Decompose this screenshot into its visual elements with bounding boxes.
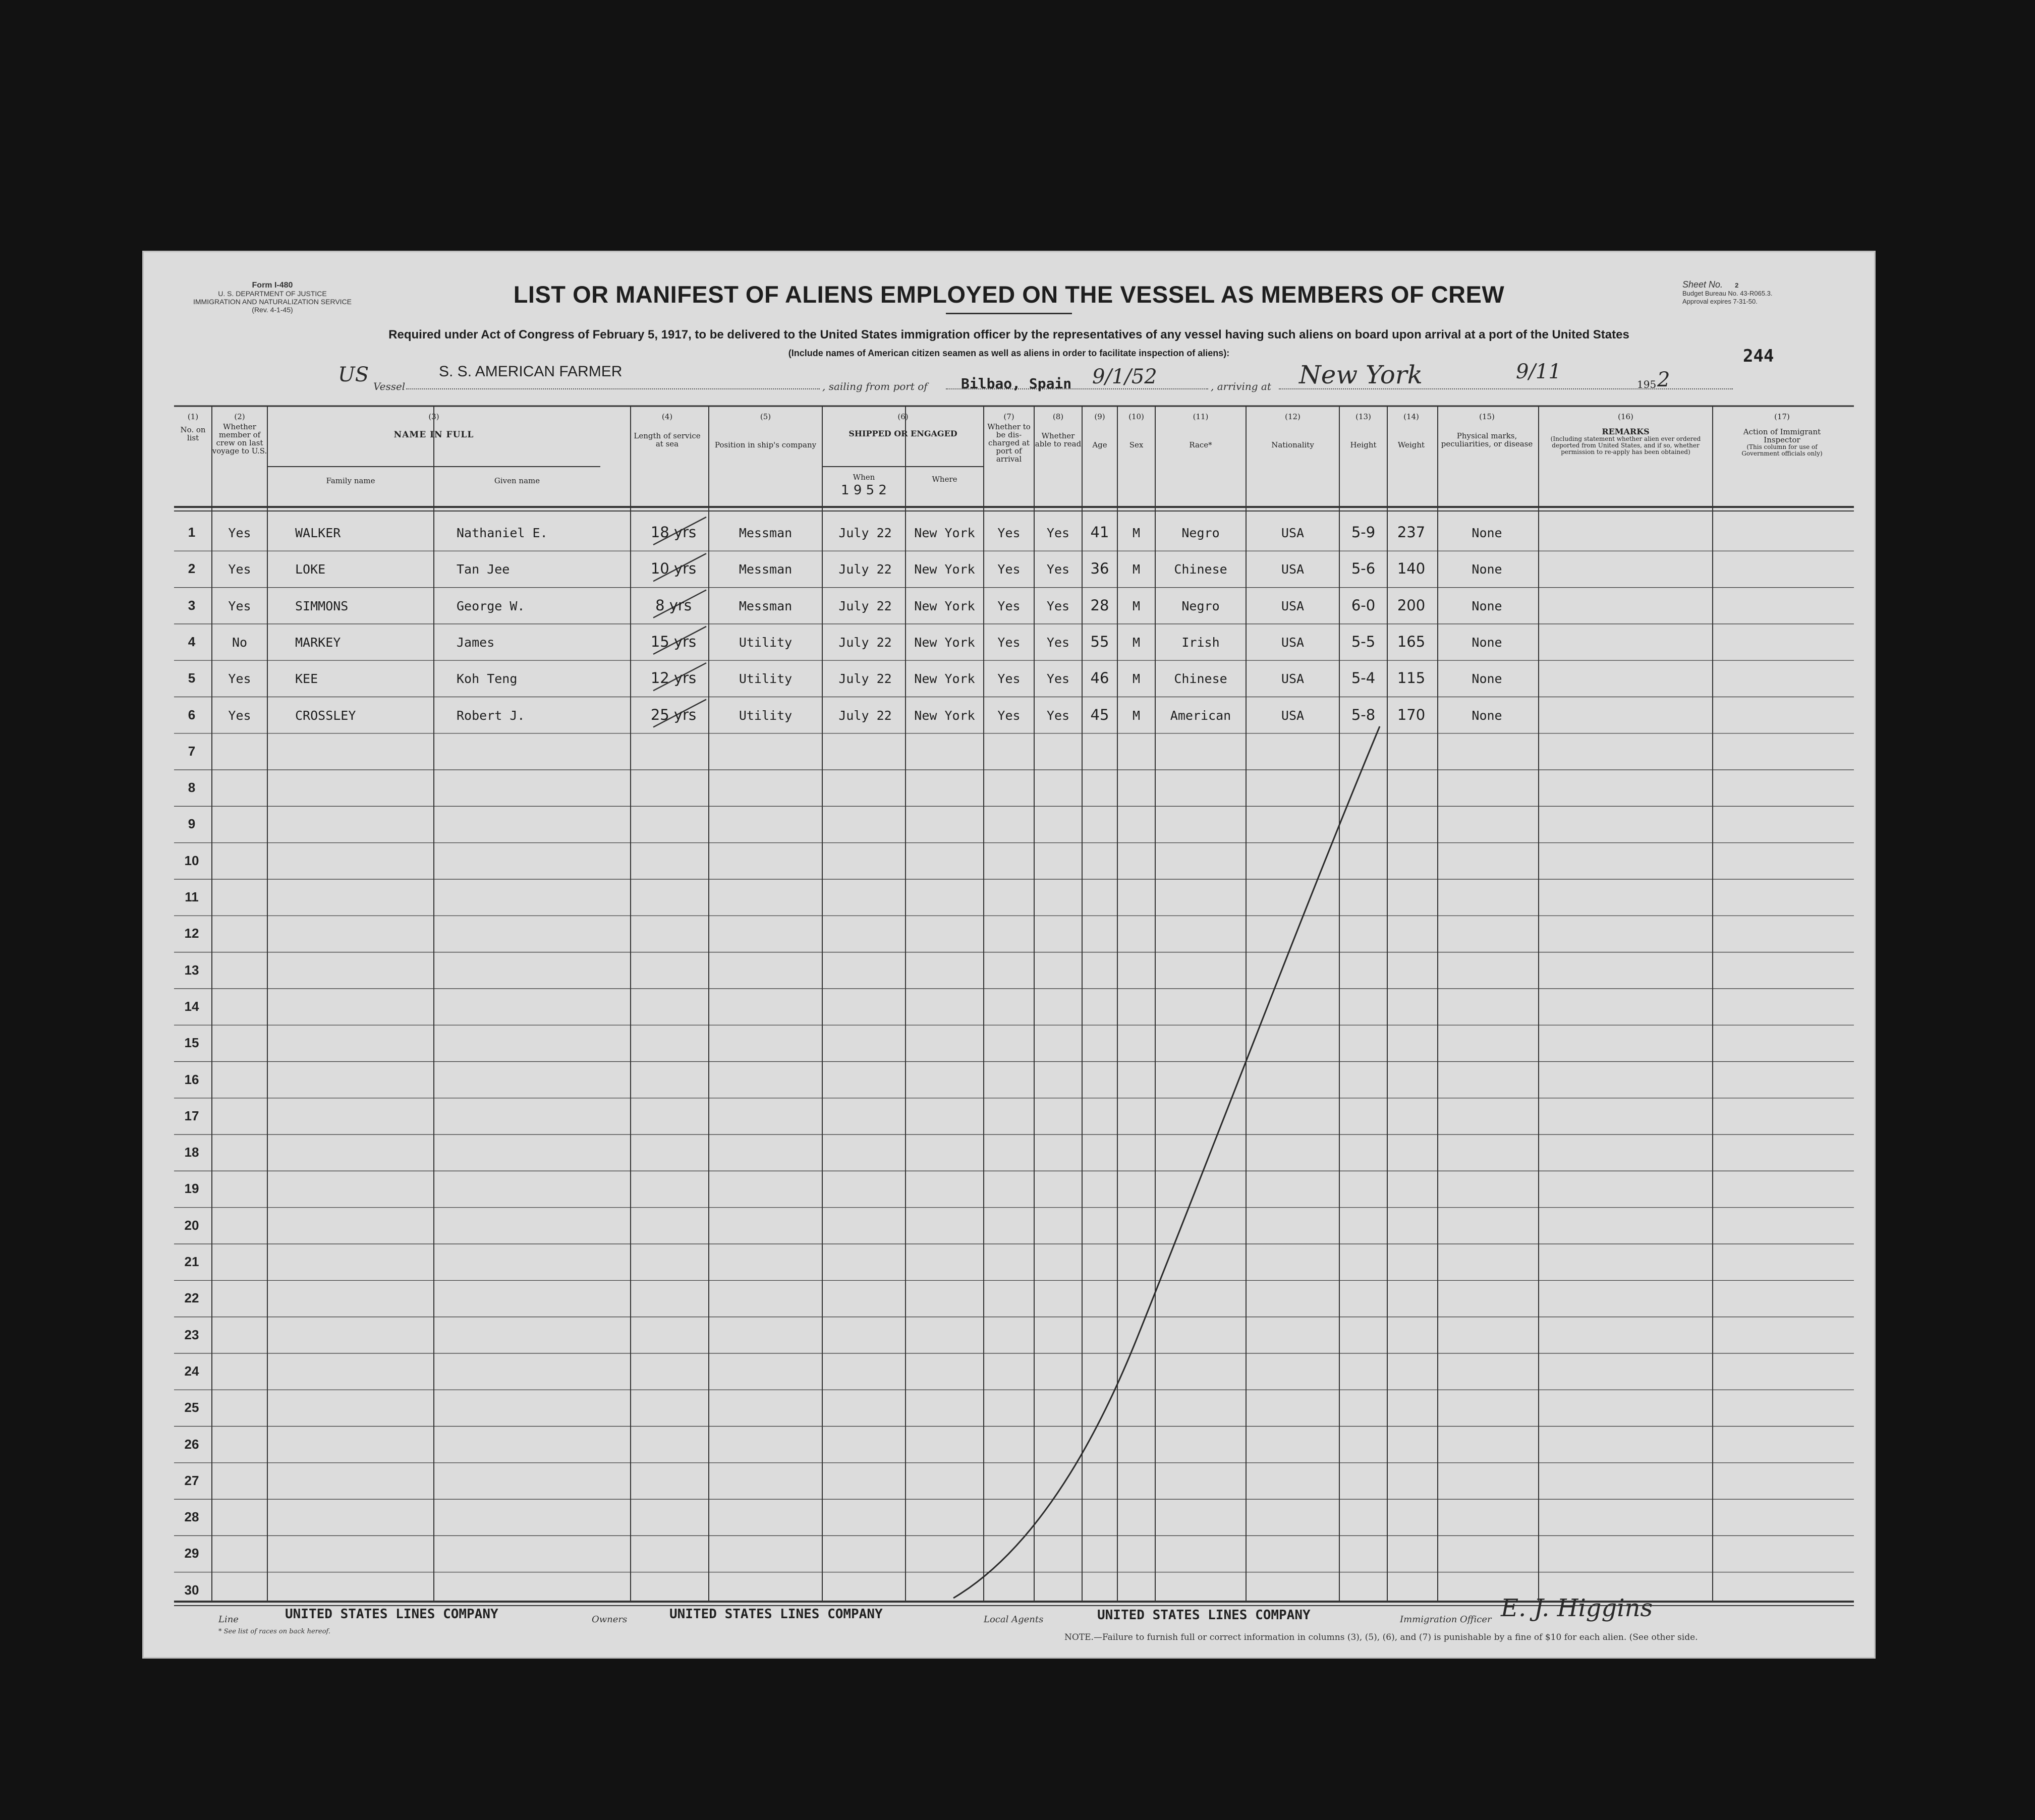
vessel-prefix-handwritten: US: [338, 363, 369, 386]
cell-shipped-where: New York: [914, 526, 975, 540]
col12-label: Nationality: [1271, 440, 1314, 449]
cell-sex: M: [1132, 526, 1141, 540]
col4-header: [631, 413, 704, 448]
col2-label: Whether member of crew on last voyage to U.S.: [212, 422, 267, 456]
col16-label: REMARKS: [1602, 427, 1650, 436]
cell-race: Negro: [1181, 526, 1220, 540]
cell-nationality: USA: [1281, 635, 1305, 650]
sheet-label: Sheet No.: [1682, 279, 1723, 290]
cell-weight: 115: [1397, 669, 1426, 687]
row-number: 16: [184, 1071, 199, 1087]
col6-header: [822, 413, 984, 438]
row-number: 10: [184, 852, 199, 868]
row-number: 14: [184, 998, 199, 1014]
col17-num: (17): [1774, 412, 1790, 421]
vessel-label: Vessel: [373, 380, 406, 392]
page-number: 244: [1743, 346, 1774, 366]
cell-nationality: USA: [1281, 708, 1305, 723]
cell-family-name: MARKEY: [295, 635, 341, 650]
col1-num: (1): [187, 412, 199, 421]
footer-owners-value: UNITED STATES LINES COMPANY: [669, 1607, 883, 1622]
cell-sex: M: [1132, 598, 1141, 613]
cell-age: 55: [1090, 633, 1109, 650]
col3-header: [267, 413, 600, 439]
cell-age: 46: [1090, 669, 1109, 687]
page-subtitle: Required under Act of Congress of February 5, 1917, to be delivered to the United States immigration officer by the representatives of any vessel having such aliens on board upon arrival at a port of the United States: [388, 328, 1629, 342]
col16-sublabel: (Including statement whether alien ever ordered deported from United States, and if so, whether permission to re-apply has been obtained): [1550, 435, 1701, 456]
col3-label: NAME IN FULL: [393, 430, 474, 440]
col13-num: (13): [1355, 412, 1371, 421]
col13-header: [1339, 413, 1387, 449]
col8-num: (8): [1052, 412, 1064, 421]
service-name: IMMIGRATION AND NATURALIZATION SERVICE: [193, 298, 352, 306]
approval-expiry: Approval expires 7-31-50.: [1682, 298, 1758, 305]
cell-length-of-service: 12 yrs: [650, 669, 697, 687]
row-number: 4: [188, 634, 196, 649]
cell-sex: M: [1132, 562, 1141, 577]
col6-where-header: Where: [932, 475, 957, 484]
col5-header: [709, 413, 822, 449]
cell-position: Messman: [739, 526, 793, 540]
year-printed: 195: [1637, 378, 1657, 390]
budget-number: Budget Bureau No. 43-R065.3.: [1682, 290, 1773, 297]
row-number: 26: [184, 1436, 199, 1452]
cell-last-voyage: Yes: [228, 526, 251, 540]
cell-nationality: USA: [1281, 526, 1305, 540]
col12-header: [1246, 413, 1339, 449]
cell-able-to-read: Yes: [1046, 526, 1070, 540]
col13-label: Height: [1350, 440, 1377, 449]
cell-family-name: CROSSLEY: [295, 708, 356, 723]
cell-last-voyage: Yes: [228, 671, 251, 687]
row-number: 29: [184, 1546, 199, 1561]
col6-when-header: When: [853, 473, 875, 482]
races-footnote: * See list of races on back hereof.: [218, 1628, 330, 1635]
cell-position: Messman: [739, 598, 793, 613]
col10-num: (10): [1128, 412, 1144, 421]
col9-header: [1082, 413, 1117, 449]
col7-num: (7): [1003, 412, 1014, 421]
col6-num: (6): [897, 412, 909, 421]
cell-given-name: Koh Teng: [457, 671, 518, 687]
cell-discharged: Yes: [997, 708, 1021, 723]
arriving-port-handwritten: New York: [1299, 360, 1423, 389]
cell-able-to-read: Yes: [1046, 562, 1070, 577]
col6-year-handwritten: 1 9 5 2: [841, 483, 887, 498]
col4-num: (4): [661, 412, 673, 421]
cell-height: 5-5: [1351, 633, 1376, 650]
row-number: 15: [184, 1035, 199, 1051]
cell-able-to-read: Yes: [1046, 708, 1070, 723]
footer-owners-label: Owners: [592, 1614, 628, 1625]
department-name: U. S. DEPARTMENT OF JUSTICE: [218, 290, 327, 298]
row-number: 3: [188, 597, 196, 613]
cell-discharged: Yes: [997, 562, 1021, 577]
cell-shipped-when: July 22: [838, 671, 892, 687]
col1-header: [174, 413, 212, 442]
row-number: 7: [188, 743, 196, 759]
col16-num: (16): [1618, 412, 1633, 421]
col16-header: [1539, 413, 1713, 456]
col14-header: [1387, 413, 1435, 449]
row-number: 28: [184, 1509, 199, 1525]
cell-shipped-where: New York: [914, 635, 975, 650]
cell-height: 5-8: [1351, 706, 1376, 723]
row-number: 30: [184, 1582, 199, 1598]
cell-position: Utility: [739, 635, 793, 650]
col8-label: Whether able to read: [1035, 431, 1082, 448]
cell-nationality: USA: [1281, 671, 1305, 687]
col7-header: [984, 413, 1034, 463]
cell-last-voyage: Yes: [228, 598, 251, 613]
cell-able-to-read: Yes: [1046, 598, 1070, 613]
sheet-number: 2: [1735, 281, 1739, 289]
row-number: 9: [188, 816, 196, 832]
footer-line-value: UNITED STATES LINES COMPANY: [285, 1607, 498, 1622]
col2-num: (2): [234, 412, 245, 421]
cell-weight: 165: [1397, 633, 1426, 650]
cell-height: 5-6: [1351, 560, 1376, 578]
cell-family-name: SIMMONS: [295, 598, 349, 613]
page-subtitle-note: (Include names of American citizen seamen as well as aliens in order to facilitate inspection of aliens):: [788, 348, 1230, 358]
col3-family-header: Family name: [326, 476, 375, 485]
row-number: 5: [188, 670, 196, 686]
row-number: 18: [184, 1145, 199, 1160]
row-number: 2: [188, 561, 196, 577]
cell-physical-marks: None: [1472, 635, 1502, 650]
cell-weight: 140: [1397, 560, 1426, 578]
row-number: 13: [184, 962, 199, 978]
sailing-date-handwritten: 9/1/52: [1092, 365, 1157, 388]
cell-last-voyage: Yes: [228, 708, 251, 723]
cell-shipped-where: New York: [914, 671, 975, 687]
cell-able-to-read: Yes: [1046, 635, 1070, 650]
manifest-sheet: [144, 252, 1874, 1657]
cell-nationality: USA: [1281, 562, 1305, 577]
cell-position: Utility: [739, 671, 793, 687]
row-number: 17: [184, 1108, 199, 1123]
footer-officer-label: Immigration Officer: [1400, 1614, 1492, 1625]
year-handwritten: 2: [1657, 368, 1670, 391]
footer-line-label: Line: [218, 1614, 239, 1625]
cell-family-name: LOKE: [295, 562, 326, 577]
form-revision: (Rev. 4-1-45): [252, 306, 293, 314]
row-number: 8: [188, 780, 196, 795]
cell-discharged: Yes: [997, 598, 1021, 613]
cell-position: Utility: [739, 708, 793, 723]
cell-weight: 200: [1397, 596, 1426, 614]
cell-physical-marks: None: [1472, 708, 1502, 723]
cell-shipped-when: July 22: [838, 708, 892, 723]
cell-race: Negro: [1181, 598, 1220, 613]
col5-label: Position in ship's company: [714, 440, 817, 449]
col5-num: (5): [760, 412, 771, 421]
col14-label: Weight: [1397, 440, 1425, 449]
cell-discharged: Yes: [997, 671, 1021, 687]
cell-shipped-when: July 22: [838, 562, 892, 577]
col2-header: [212, 413, 267, 455]
col11-label: Race*: [1189, 440, 1212, 449]
cell-sex: M: [1132, 708, 1141, 723]
cell-race: Chinese: [1174, 671, 1227, 687]
cell-race: Chinese: [1174, 562, 1227, 577]
col17-sublabel: (This column for use of Government officials only): [1741, 443, 1823, 457]
col11-num: (11): [1193, 412, 1209, 421]
penalty-note: NOTE.—Failure to furnish full or correct information in columns (3), (5), (6), and (7) is punishable by a fine of $10 for each alien. (See other side.: [1064, 1632, 1698, 1642]
cell-shipped-when: July 22: [838, 598, 892, 613]
col15-header: [1438, 413, 1536, 448]
cell-shipped-where: New York: [914, 562, 975, 577]
cell-height: 5-4: [1351, 669, 1376, 687]
col6-label: SHIPPED OR ENGAGED: [849, 429, 957, 438]
cell-age: 45: [1090, 706, 1109, 723]
col3-num: (3): [428, 412, 439, 421]
footer-agents-label: Local Agents: [984, 1614, 1044, 1625]
cell-given-name: Tan Jee: [457, 562, 510, 577]
cell-family-name: WALKER: [295, 526, 341, 540]
col14-num: (14): [1403, 412, 1419, 421]
col15-num: (15): [1479, 412, 1495, 421]
row-number: 1: [188, 525, 196, 540]
cell-height: 5-9: [1351, 524, 1376, 541]
cell-shipped-when: July 22: [838, 635, 892, 650]
row-number: 27: [184, 1472, 199, 1488]
cell-position: Messman: [739, 562, 793, 577]
col17-label: Action of Immigrant Inspector: [1743, 427, 1821, 444]
row-number: 25: [184, 1400, 199, 1415]
cell-physical-marks: None: [1472, 526, 1502, 540]
cell-discharged: Yes: [997, 635, 1021, 650]
col10-header: [1117, 413, 1155, 449]
row-number: 11: [185, 889, 199, 904]
arrival-date-handwritten: 9/11: [1516, 360, 1561, 383]
cell-able-to-read: Yes: [1046, 671, 1070, 687]
cell-shipped-where: New York: [914, 598, 975, 613]
row-number: 12: [184, 926, 199, 941]
row-number: 6: [188, 707, 196, 722]
cancellation-stroke: [953, 726, 1380, 1598]
col7-label: Whether to be dis-charged at port of arrival: [987, 422, 1031, 464]
cell-length-of-service: 25 yrs: [650, 706, 697, 723]
col12-num: (12): [1285, 412, 1301, 421]
cell-sex: M: [1132, 671, 1141, 687]
form-number: Form I-480: [252, 281, 293, 290]
arriving-label: , arriving at: [1211, 380, 1271, 392]
row-number: 19: [184, 1181, 199, 1197]
row-number: 24: [184, 1363, 199, 1379]
col9-label: Age: [1092, 440, 1107, 449]
cell-shipped-where: New York: [914, 708, 975, 723]
cell-race: American: [1170, 708, 1231, 723]
cell-discharged: Yes: [997, 526, 1021, 540]
cell-length-of-service: 18 yrs: [650, 524, 697, 541]
cell-given-name: George W.: [457, 598, 525, 613]
row-number: 20: [184, 1217, 199, 1233]
cell-weight: 170: [1397, 706, 1426, 723]
col1-label: No. on list: [180, 425, 206, 442]
col10-label: Sex: [1129, 440, 1144, 449]
cell-given-name: Robert J.: [457, 708, 525, 723]
cell-weight: 237: [1397, 524, 1426, 541]
col3-given-header: Given name: [494, 476, 540, 485]
cell-length-of-service: 10 yrs: [650, 560, 697, 578]
cell-nationality: USA: [1281, 598, 1305, 613]
col9-num: (9): [1094, 412, 1105, 421]
cell-family-name: KEE: [295, 671, 318, 687]
sailing-port: Bilbao, Spain: [961, 375, 1072, 392]
page-title: LIST OR MANIFEST OF ALIENS EMPLOYED ON THE VESSEL AS MEMBERS OF CREW: [513, 281, 1505, 308]
cell-length-of-service: 15 yrs: [650, 633, 697, 650]
cell-age: 28: [1090, 596, 1109, 614]
officer-signature: E. J. Higgins: [1501, 1594, 1653, 1622]
vessel-name: S. S. AMERICAN FARMER: [439, 363, 623, 380]
col4-label: Length of service at sea: [634, 431, 701, 448]
col8-header: [1034, 413, 1082, 448]
cell-height: 6-0: [1351, 596, 1376, 614]
cell-race: Irish: [1181, 635, 1220, 650]
cell-physical-marks: None: [1472, 562, 1502, 577]
cell-age: 36: [1090, 560, 1109, 578]
footer-agents-value: UNITED STATES LINES COMPANY: [1097, 1608, 1311, 1623]
row-number: 23: [184, 1327, 199, 1342]
cell-length-of-service: 8 yrs: [655, 596, 692, 614]
sailing-label: , sailing from port of: [822, 380, 928, 392]
cell-physical-marks: None: [1472, 671, 1502, 687]
cell-age: 41: [1090, 524, 1109, 541]
col15-label: Physical marks, peculiarities, or disease: [1441, 431, 1533, 448]
cell-physical-marks: None: [1472, 598, 1502, 613]
row-number: 21: [184, 1254, 199, 1269]
cell-sex: M: [1132, 635, 1141, 650]
cell-last-voyage: No: [232, 635, 248, 650]
cell-shipped-when: July 22: [838, 526, 892, 540]
row-number: 22: [184, 1290, 199, 1306]
col17-header: [1713, 413, 1851, 457]
cell-last-voyage: Yes: [228, 562, 251, 577]
cell-given-name: James: [457, 635, 495, 650]
cell-given-name: Nathaniel E.: [457, 526, 548, 540]
col11-header: [1155, 413, 1246, 449]
